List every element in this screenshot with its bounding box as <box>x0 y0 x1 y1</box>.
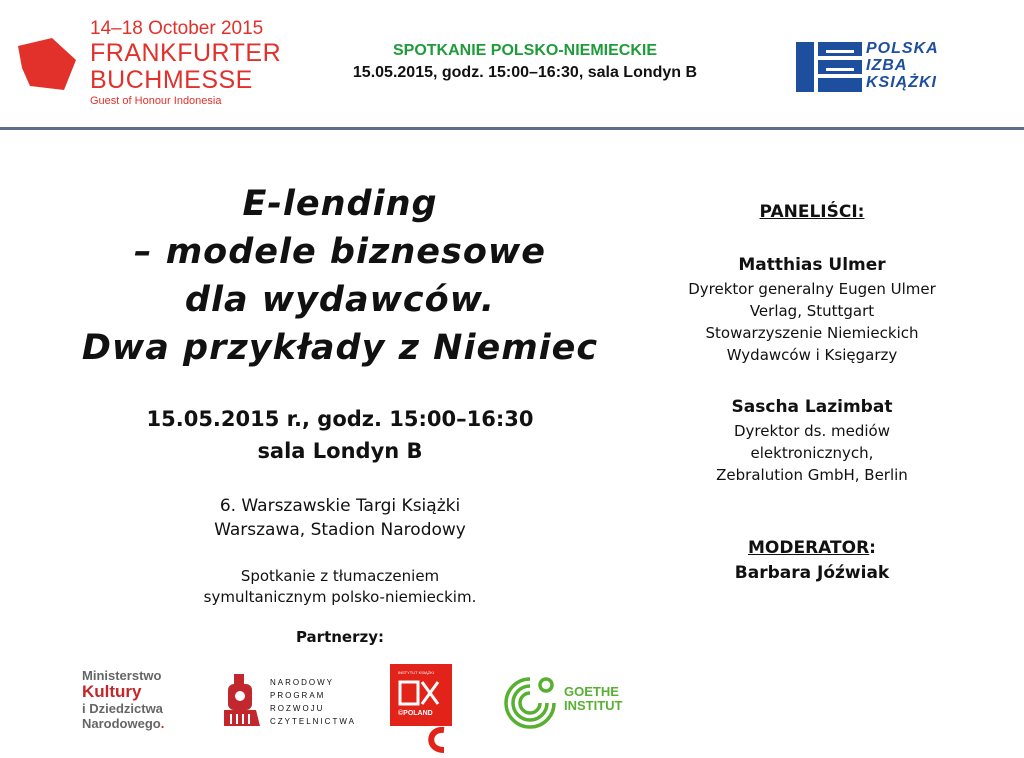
goethe-line1: GOETHE <box>564 684 619 699</box>
panelist-desc: Zebralution GmbH, Berlin <box>716 466 908 484</box>
polska-izba-ksiazki-logo <box>796 40 971 94</box>
locomotive-icon <box>224 672 260 726</box>
instytut-ksiazki-emblem-icon <box>390 664 460 754</box>
nprc-line1: NARODOWY <box>270 678 334 687</box>
panelist-desc: Verlag, Stuttgart <box>749 302 875 320</box>
main-title <box>40 180 640 372</box>
mkidn-dot: . <box>160 716 165 731</box>
header-event-type: SPOTKANIE POLSKO-NIEMIECKIE <box>392 42 658 59</box>
title-line: Dwa przykłady z Niemiec <box>81 328 599 368</box>
panelist-name: Matthias Ulmer <box>738 255 886 275</box>
moderator-heading <box>652 536 972 560</box>
header-divider <box>0 127 1024 130</box>
panelist-desc: Stowarzyszenie Niemieckich <box>705 324 919 342</box>
pik-line3: KSIĄŻKI <box>866 74 937 91</box>
pik-line2: IZBA <box>866 57 908 74</box>
goethe-spiral-icon <box>500 673 560 733</box>
panelist-desc: elektronicznych, <box>750 444 874 462</box>
panelist-desc: Wydawców i Księgarzy <box>726 346 898 364</box>
nprc-line2: PROGRAM <box>270 691 326 700</box>
panelists-section <box>652 200 972 586</box>
nprc-logo <box>224 670 374 730</box>
nprc-line3: ROZWOJU <box>270 704 325 713</box>
mkidn-line1: Ministerstwo <box>82 668 162 683</box>
frankfurter-buchmesse-logo <box>18 18 282 108</box>
goethe-line2: INSTITUT <box>564 698 623 713</box>
header <box>290 40 760 84</box>
translation-line: symultanicznym polsko-niemieckim. <box>203 588 477 606</box>
mkidn-line3: i Dziedzictwa <box>82 701 163 716</box>
pik-emblem-icon <box>796 42 862 92</box>
moderator-heading-text: MODERATOR <box>748 538 870 558</box>
moderator-name: Barbara Jóźwiak <box>734 563 890 583</box>
mkidn-line4: Narodowego <box>82 716 161 731</box>
ministry-culture-logo <box>82 668 192 731</box>
mkidn-line2: Kultury <box>82 682 142 701</box>
venue-fair: 6. Warszawskie Targi Książki <box>219 496 461 516</box>
event-date: 15.05.2015 r., godz. 15:00–16:30 <box>146 407 534 431</box>
fbm-guest: Guest of Honour Indonesia <box>90 95 222 107</box>
fbm-name-line2: BUCHMESSE <box>90 66 253 94</box>
title-line: dla wydawców. <box>184 280 496 320</box>
fbm-date: 14–18 October 2015 <box>90 18 264 39</box>
event-venue <box>40 494 640 542</box>
event-datetime <box>40 403 640 467</box>
moderator-heading-colon: : <box>869 538 876 558</box>
ik-label: INSTYTUT KSIĄŻKI <box>398 670 434 675</box>
translation-line: Spotkanie z tłumaczeniem <box>240 567 440 585</box>
partners-label: Partnerzy: <box>295 628 385 646</box>
panelist-name: Sascha Lazimbat <box>731 397 893 417</box>
fbm-hexagon-icon <box>18 38 76 90</box>
panelists-heading: PANELIŚCI: <box>759 202 865 222</box>
goethe-institut-logo <box>500 673 630 733</box>
instytut-ksiazki-logo <box>390 664 460 754</box>
ik-poland: ©POLAND <box>398 710 433 717</box>
fbm-name-line1: FRANKFURTER <box>90 39 282 67</box>
translation-note <box>40 566 640 608</box>
pik-line1: POLSKA <box>866 40 939 57</box>
nprc-line4: CZYTELNICTWA <box>270 717 356 726</box>
header-datetime: 15.05.2015, godz. 15:00–16:30, sala Londyn B <box>352 64 698 81</box>
panelist-desc: Dyrektor ds. mediów <box>733 422 891 440</box>
title-line: E-lending <box>242 184 438 224</box>
panelist-desc: Dyrektor generalny Eugen Ulmer <box>688 280 936 298</box>
venue-location: Warszawa, Stadion Narodowy <box>214 520 466 540</box>
mkidn-line4-wrap <box>82 716 192 731</box>
event-room: sala Londyn B <box>257 439 423 463</box>
title-line: – modele biznesowe <box>134 232 546 272</box>
